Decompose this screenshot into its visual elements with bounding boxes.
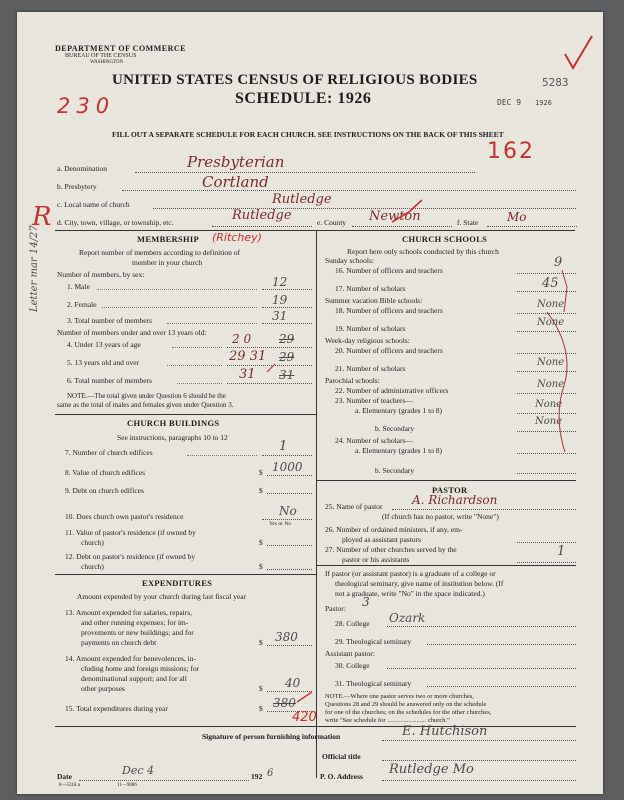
stamp-number: 5283 bbox=[542, 76, 569, 89]
q27-label-1: 27. Number of other churches served by the bbox=[325, 545, 457, 554]
presbytery-value: Cortland bbox=[202, 173, 269, 191]
q3-label: 3. Total number of members bbox=[67, 316, 152, 325]
pastor-note-3: for one of the churches; on the schedules for the other churches, bbox=[325, 709, 492, 716]
red-annotation-marks bbox=[17, 12, 603, 794]
q11-dollar: $ bbox=[259, 538, 263, 547]
q10-hint: Yes or No bbox=[269, 521, 292, 527]
q19-value: None bbox=[537, 317, 565, 328]
q1-label: 1. Male bbox=[67, 282, 90, 291]
q13-value: 380 bbox=[275, 630, 298, 644]
date-stamp-year: 1926 bbox=[535, 99, 552, 107]
local-name-value: Rutledge bbox=[272, 192, 332, 207]
q17-value: 45 bbox=[542, 276, 559, 291]
year-prefix: 192 bbox=[251, 772, 263, 781]
q14-value: 40 bbox=[285, 676, 301, 690]
q23b-label: b. Secondary bbox=[375, 424, 415, 433]
weekday-label: Week-day religious schools: bbox=[325, 336, 410, 345]
q17-label: 17. Number of scholars bbox=[335, 284, 406, 293]
q12-label-2: church) bbox=[81, 562, 104, 571]
local-name-label: c. Local name of church bbox=[57, 200, 130, 209]
denomination-value: Presbyterian bbox=[187, 153, 285, 171]
instruction-banner: FILL OUT A SEPARATE SCHEDULE FOR EACH CHURCH. SEE INSTRUCTIONS ON THE BACK OF THIS SHEET bbox=[112, 130, 504, 139]
q6-value: 31 bbox=[239, 367, 256, 382]
check-mark-county bbox=[392, 200, 422, 222]
city-label: WASHINGTON bbox=[90, 60, 124, 65]
q10-label: 10. Does church own pastor's residence bbox=[65, 512, 184, 521]
pastor-note-2: Questions 28 and 29 should be answered only on the schedule bbox=[325, 701, 487, 708]
age-intro-label: Number of members under and over 13 years old: bbox=[57, 328, 207, 337]
membership-intro-1: Report number of members according to definition of bbox=[79, 248, 240, 257]
year-value: 6 bbox=[267, 768, 274, 779]
handwritten-162: 162 bbox=[487, 139, 535, 164]
form-title: UNITED STATES CENSUS OF RELIGIOUS BODIES bbox=[112, 72, 478, 88]
q24-label: 24. Number of scholars— bbox=[335, 436, 413, 445]
q8-value: 1000 bbox=[272, 460, 303, 474]
q19-label: 19. Number of scholars bbox=[335, 324, 406, 333]
schools-heading: CHURCH SCHOOLS bbox=[402, 234, 488, 244]
presbytery-label: b. Presbytery bbox=[57, 182, 97, 191]
q26-label-1: 26. Number of ordained ministers, if any, em- bbox=[325, 525, 463, 534]
q23b-value: None bbox=[535, 416, 563, 427]
q5-label: 5. 13 years old and over bbox=[67, 358, 140, 367]
county-value: Newton bbox=[369, 209, 421, 224]
date-label: Date bbox=[57, 772, 72, 781]
q18-label: 18. Number of officers and teachers bbox=[335, 306, 443, 315]
q13-label-4: payments on church debt bbox=[81, 638, 157, 647]
q30-label: 30. College bbox=[335, 661, 370, 670]
q2-label: 2. Female bbox=[67, 300, 97, 309]
q31-label: 31. Theological seminary bbox=[335, 679, 412, 688]
buildings-heading: CHURCH BUILDINGS bbox=[127, 418, 220, 428]
q14-dollar: $ bbox=[259, 684, 263, 693]
q8-label: 8. Value of church edifices bbox=[65, 468, 146, 477]
date-value: Dec 4 bbox=[122, 764, 154, 777]
q10-value: No bbox=[279, 504, 297, 518]
q18-value: None bbox=[537, 299, 565, 310]
grad-note-1: If pastor (or assistant pastor) is a graduate of a college or bbox=[325, 569, 496, 578]
schools-curve-mark bbox=[547, 312, 567, 452]
q13-dollar: $ bbox=[259, 638, 263, 647]
q20-label: 20. Number of officers and teachers bbox=[335, 346, 443, 355]
q4-value: 2 0 bbox=[232, 332, 252, 346]
state-label: f. State bbox=[457, 218, 479, 227]
margin-note: Letter mar 14/27 bbox=[29, 225, 40, 312]
sunday-label: Sunday schools: bbox=[325, 256, 374, 265]
pastor-note-4: write "See schedule for ........................ church." bbox=[325, 717, 450, 724]
schools-bracket-mark bbox=[562, 270, 567, 312]
schedule-title: SCHEDULE: 1926 bbox=[235, 90, 372, 107]
q25-value: A. Richardson bbox=[412, 493, 498, 507]
q25-label: 25. Name of pastor bbox=[325, 502, 383, 511]
vacation-label: Summer vacation Bible schools: bbox=[325, 296, 423, 305]
membership-intro-2: member in your church bbox=[132, 258, 203, 267]
q23a-label: a. Elementary (grades 1 to 8) bbox=[355, 406, 443, 415]
q4-struck-value: 29 bbox=[279, 332, 295, 346]
pastor-sub-label: Pastor: bbox=[325, 604, 346, 613]
q29-label: 29. Theological seminary bbox=[335, 637, 412, 646]
q7-label: 7. Number of church edifices bbox=[65, 448, 153, 457]
q21-value: None bbox=[537, 357, 565, 368]
q16-value: 9 bbox=[554, 255, 563, 270]
q11-label-1: 11. Value of pastor's residence (if owned by bbox=[65, 528, 196, 537]
membership-heading-note: (Ritchey) bbox=[212, 231, 262, 244]
state-value: Mo bbox=[507, 210, 527, 224]
q11-label-2: church) bbox=[81, 538, 104, 547]
pastor-note-1: NOTE.—Where one pastor serves two or more churches, bbox=[325, 693, 474, 700]
q15-value: 380 bbox=[273, 696, 296, 710]
q21-label: 21. Number of scholars bbox=[335, 364, 406, 373]
margin-r-mark: R bbox=[32, 202, 52, 232]
q6-red-tick bbox=[267, 364, 275, 372]
q24b-label: b. Secondary bbox=[375, 466, 415, 475]
q26-label-2: ployed as assistant pastors bbox=[342, 535, 421, 544]
membership-heading: MEMBERSHIP bbox=[137, 234, 200, 244]
q16-label: 16. Number of officers and teachers bbox=[335, 266, 443, 275]
county-label: e. County bbox=[317, 218, 347, 227]
signature-label: Signature of person furnishing information bbox=[202, 732, 341, 741]
department-label: DEPARTMENT OF COMMERCE bbox=[55, 44, 187, 53]
q23-label: 23. Number of teachers— bbox=[335, 396, 413, 405]
signature-value: E. Hutchison bbox=[402, 724, 488, 739]
q27-label-2: pastor or his assistants bbox=[342, 555, 410, 564]
form-number: 8—5318 a bbox=[59, 783, 80, 788]
q9-label: 9. Debt on church edifices bbox=[65, 486, 144, 495]
q7-value: 1 bbox=[279, 439, 288, 454]
q24a-label: a. Elementary (grades 1 to 8) bbox=[355, 446, 443, 455]
grad-note-2: theological seminary, give name of institution below. (If bbox=[335, 579, 504, 588]
assistant-label: Assistant pastor: bbox=[325, 649, 375, 658]
q2-value: 19 bbox=[272, 293, 288, 307]
print-number: 11—9086 bbox=[117, 783, 137, 788]
city-town-value: Rutledge bbox=[232, 208, 292, 223]
membership-note-1: NOTE.—The total given under Question 6 should be the bbox=[67, 392, 226, 400]
q13-label-3: provements or new buildings; and for bbox=[81, 628, 194, 637]
q3-value: 31 bbox=[272, 309, 288, 323]
q15-red-total: 420 bbox=[292, 710, 317, 725]
q9-dollar: $ bbox=[259, 486, 263, 495]
q27-value: 1 bbox=[557, 544, 566, 559]
q14-label-3: denominational support; and for all bbox=[81, 674, 187, 683]
q28-label: 28. College bbox=[335, 619, 370, 628]
parochial-label: Parochial schools: bbox=[325, 376, 380, 385]
q6-struck-value: 31 bbox=[279, 368, 295, 382]
buildings-sub: See instructions, paragraphs 10 to 12 bbox=[117, 433, 228, 442]
po-address-label: P. O. Address bbox=[320, 772, 363, 781]
q13-label-2: and other running expenses; for im- bbox=[81, 618, 189, 627]
q14-label-2: cluding home and foreign missions; for bbox=[81, 664, 200, 673]
census-schedule-sheet bbox=[17, 12, 603, 794]
bureau-label: BUREAU OF THE CENSUS bbox=[65, 53, 137, 59]
q23a-value: None bbox=[535, 399, 563, 410]
q8-dollar: $ bbox=[259, 468, 263, 477]
po-address-value: Rutledge Mo bbox=[389, 762, 474, 777]
grad-note-3: not a graduate, write "No" in the space indicated.) bbox=[335, 589, 485, 598]
schools-intro: Report here only schools conducted by this church bbox=[347, 247, 499, 256]
official-title-label: Official title bbox=[322, 752, 361, 761]
q5-struck-value: 29 bbox=[279, 350, 295, 364]
q13-label-1: 13. Amount expended for salaries, repairs, bbox=[65, 608, 193, 617]
check-mark-top bbox=[565, 36, 592, 68]
membership-note-2: same as the total of males and females given under Question 3. bbox=[57, 401, 234, 409]
q6-label: 6. Total number of members bbox=[67, 376, 152, 385]
q15-label: 15. Total expenditures during year bbox=[65, 704, 168, 713]
q5-value: 29 31 bbox=[229, 349, 267, 364]
denomination-label: a. Denomination bbox=[57, 164, 107, 173]
city-town-label: d. City, town, village, or township, etc. bbox=[57, 218, 174, 227]
q22-value: None bbox=[537, 379, 565, 390]
q14-label-4: other purposes bbox=[81, 684, 125, 693]
q28-value: Ozark bbox=[389, 611, 426, 625]
q22-label: 22. Number of administrative officers bbox=[335, 386, 449, 395]
q4-label: 4. Under 13 years of age bbox=[67, 340, 141, 349]
q14-label-1: 14. Amount expended for benevolences, in- bbox=[65, 654, 197, 663]
q15-dollar: $ bbox=[259, 704, 263, 713]
expenditures-heading: EXPENDITURES bbox=[142, 578, 213, 588]
handwritten-number: 230 bbox=[57, 94, 116, 118]
q12-dollar: $ bbox=[259, 562, 263, 571]
date-stamp-month: DEC 9 bbox=[497, 98, 522, 107]
pastor-heading: PASTOR bbox=[432, 485, 468, 495]
expenditures-sub: Amount expended by your church during last fiscal year bbox=[77, 592, 247, 601]
by-sex-label: Number of members, by sex: bbox=[57, 270, 145, 279]
q1-value: 12 bbox=[272, 275, 288, 289]
q12-label-1: 12. Debt on pastor's residence (if owned by bbox=[65, 552, 196, 561]
q25-sub: (If church has no pastor, write "None") bbox=[382, 512, 499, 521]
expenditure-red-stroke bbox=[297, 692, 312, 702]
pastor-mark: 3 bbox=[362, 595, 370, 609]
